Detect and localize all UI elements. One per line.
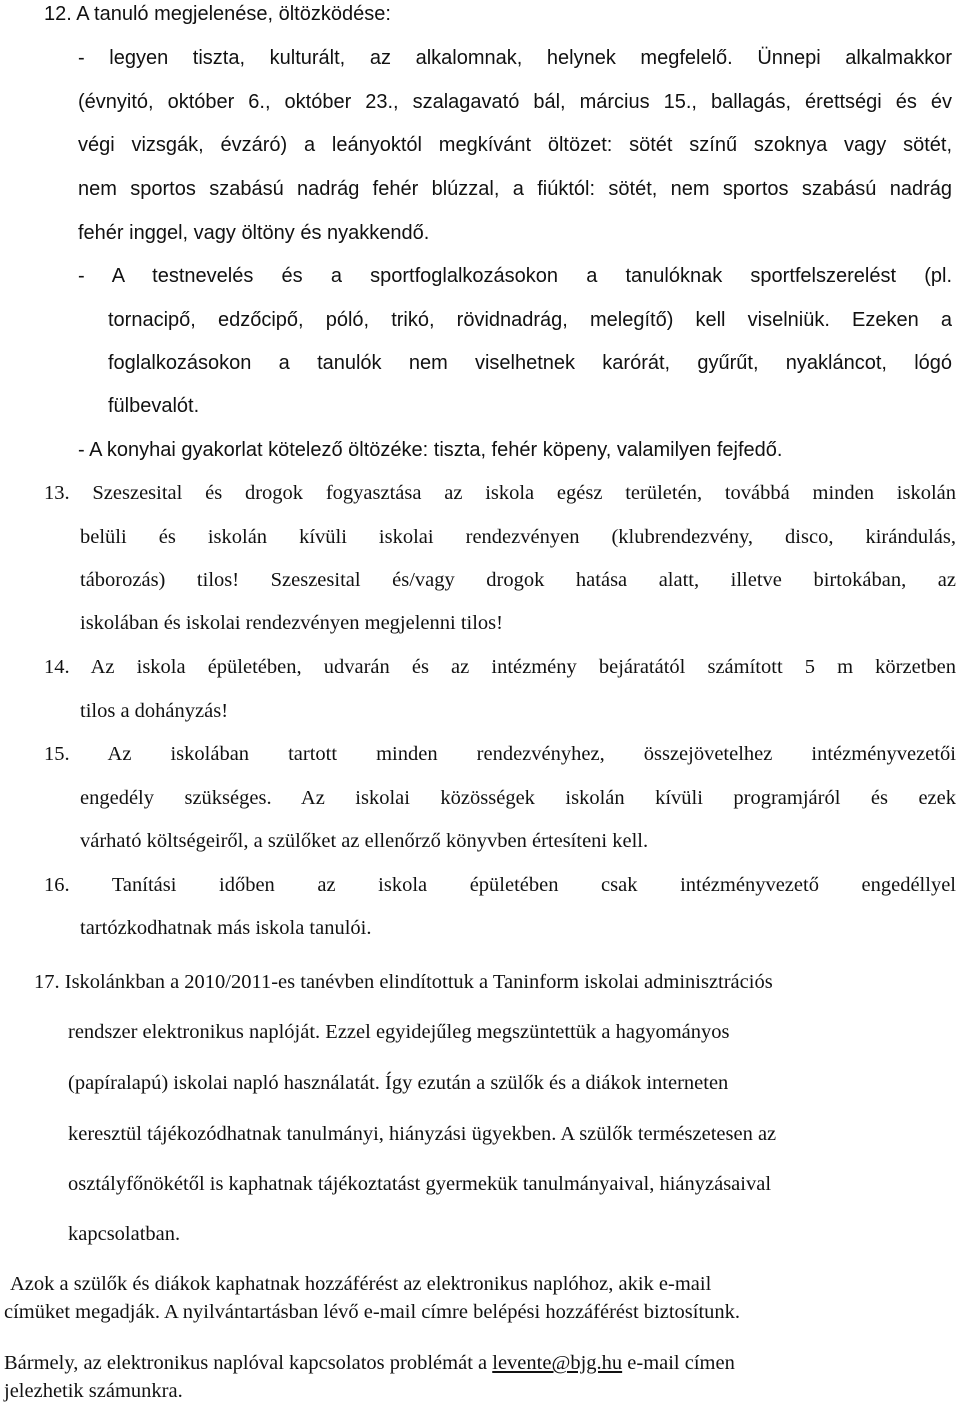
section-15-line-3: várható költségeiről, a szülőket az ellenőrző könyvben értesíteni kell. [80, 830, 649, 852]
contact-email-link[interactable]: levente@bjg.hu [492, 1352, 623, 1374]
section-12-bullet-3-line-1: - A konyhai gyakorlat kötelező öltözéke: tiszta, fehér köpeny, valamilyen fejfedő. [78, 439, 783, 461]
section-17-line-6: kapcsolatban. [68, 1223, 181, 1245]
section-12-bullet-2-line-1: - A testnevelés és a sportfoglalkozásokon a tanulóknak sportfelszerelést (pl. [78, 265, 952, 287]
section-17-line-1: 17. Iskolánkban a 2010/2011-es tanévben elindítottuk a Taninform iskolai adminisztrációs [34, 971, 773, 993]
access-note-line-2: címüket megadják. A nyilvántartásban lévő e-mail címre belépési hozzáférést biztosítunk. [4, 1301, 741, 1323]
section-15-line-2: engedély szükséges. Az iskolai közösségek iskolán kívüli programjáról és ezek [80, 787, 956, 809]
section-13-line-3: táborozás) tilos! Szeszesital és/vagy drogok hatása alatt, illetve birtokában, az [80, 569, 956, 591]
section-12-bullet-1-line-2: (évnyitó, október 6., október 23., szalagavató bál, március 15., ballagás, érettségi és év [78, 91, 952, 113]
section-17-line-4: keresztül tájékozódhatnak tanulmányi, hiányzási ügyekben. A szülők természetesen az [68, 1123, 777, 1145]
section-12-bullet-1-line-1: - legyen tiszta, kulturált, az alkalomnak, helynek megfelelő. Ünnepi alkalmakkor [78, 47, 952, 69]
section-14-line-1: 14. Az iskola épületében, udvarán és az intézmény bejáratától számított 5 m körzetben [44, 656, 956, 678]
section-17-line-3: (papíralapú) iskolai napló használatát. Így ezután a szülők és a diákok interneten [68, 1072, 729, 1094]
section-12-bullet-2-line-2: tornacipő, edzőcipő, póló, trikó, rövidnadrág, melegítő) kell viselniük. Ezeken a [108, 309, 952, 331]
contact-note-line-1 [4, 1351, 735, 1375]
section-12-bullet-1-line-3: végi vizsgák, évzáró) a leányoktól megkívánt öltözet: sötét színű szoknya vagy sötét, [78, 134, 952, 156]
access-note-line-1: Azok a szülők és diákok kaphatnak hozzáférést az elektronikus naplóhoz, akik e-mail [10, 1273, 712, 1295]
section-17-line-2: rendszer elektronikus naplóját. Ezzel egyidejűleg megszüntettük a hagyományos [68, 1021, 730, 1043]
section-17-line-5: osztályfőnökétől is kaphatnak tájékoztatást gyermekük tanulmányaival, hiányzásaival [68, 1173, 772, 1195]
section-14-line-2: tilos a dohányzás! [80, 700, 229, 722]
contact-note-text-after: e-mail címen [622, 1352, 735, 1374]
section-12-bullet-2-line-4: fülbevalót. [108, 395, 200, 417]
section-13-line-2: belüli és iskolán kívüli iskolai rendezvényen (klubrendezvény, disco, kirándulás, [80, 526, 956, 548]
section-12-bullet-2-line-3: foglalkozásokon a tanulók nem viselhetnek karórát, gyűrűt, nyakláncot, lógó [108, 352, 952, 374]
section-13-line-1: 13. Szeszesital és drogok fogyasztása az iskola egész területén, továbbá minden iskolán [44, 482, 956, 504]
section-15-line-1: 15. Az iskolában tartott minden rendezvényhez, összejövetelhez intézményvezetői [44, 743, 956, 765]
section-12-bullet-1-line-5: fehér inggel, vagy öltöny és nyakkendő. [78, 222, 430, 244]
section-16-line-2: tartózkodhatnak más iskola tanulói. [80, 917, 372, 939]
contact-note-text-before: Bármely, az elektronikus naplóval kapcsolatos problémát a [4, 1352, 493, 1374]
section-16-line-1: 16. Tanítási időben az iskola épületében csak intézményvezető engedéllyel [44, 874, 956, 896]
section-12-bullet-1-line-4: nem sportos szabású nadrág fehér blúzzal, a fiúktól: sötét, nem sportos szabású nadrág [78, 178, 952, 200]
section-13-line-4: iskolában és iskolai rendezvényen megjelenni tilos! [80, 612, 503, 634]
contact-note-line-2: jelezhetik számunkra. [4, 1380, 183, 1402]
section-12-title: 12. A tanuló megjelenése, öltözködése: [44, 3, 391, 25]
